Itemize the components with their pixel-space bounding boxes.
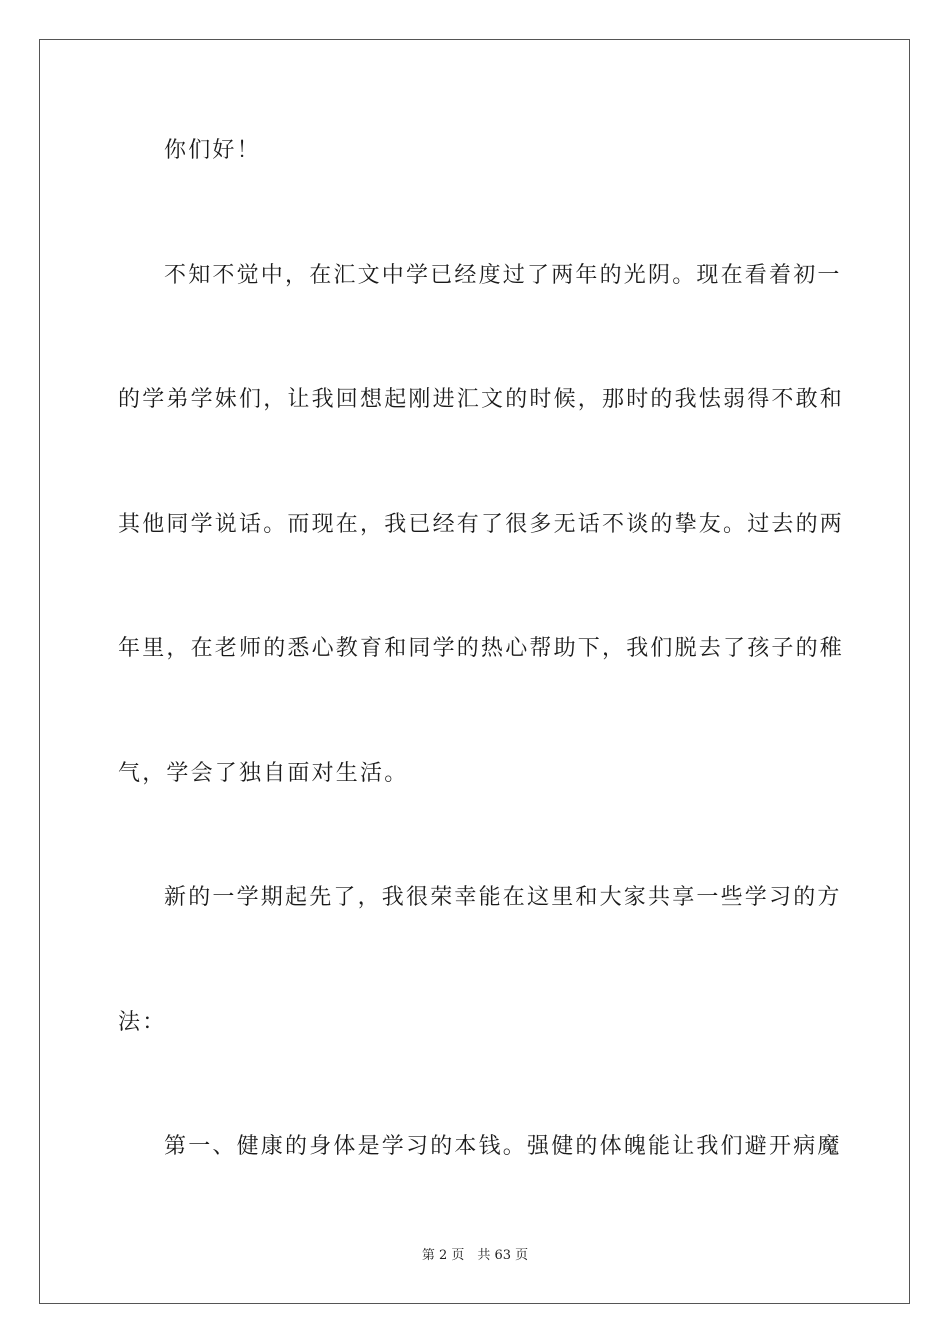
paragraph-1-line-1: 不知不觉中，在汇文中学已经度过了两年的光阴。现在看着初一 <box>164 263 842 288</box>
paragraph-2-line-1: 新的一学期起先了，我很荣幸能在这里和大家共享一些学习的方 <box>164 885 842 910</box>
paragraph-1-line-2: 的学弟学妹们，让我回想起刚进汇文的时候，那时的我怯弱得不敢和 <box>118 387 845 412</box>
paragraph-1-line-3: 其他同学说话。而现在，我已经有了很多无话不谈的挚友。过去的两 <box>118 512 845 537</box>
paragraph-2-line-2: 法： <box>118 1010 167 1035</box>
page-border <box>39 39 910 1304</box>
paragraph-1-line-5: 气，学会了独自面对生活。 <box>118 761 409 786</box>
paragraph-1-line-4: 年里，在老师的悉心教育和同学的热心帮助下，我们脱去了孩子的稚 <box>118 636 845 661</box>
paragraph-3-line-1: 第一、健康的身体是学习的本钱。强健的体魄能让我们避开病魔 <box>164 1134 842 1159</box>
greeting-line: 你们好！ <box>164 138 261 163</box>
page-number-footer: 第 2 页 共 63 页 <box>421 1248 529 1263</box>
